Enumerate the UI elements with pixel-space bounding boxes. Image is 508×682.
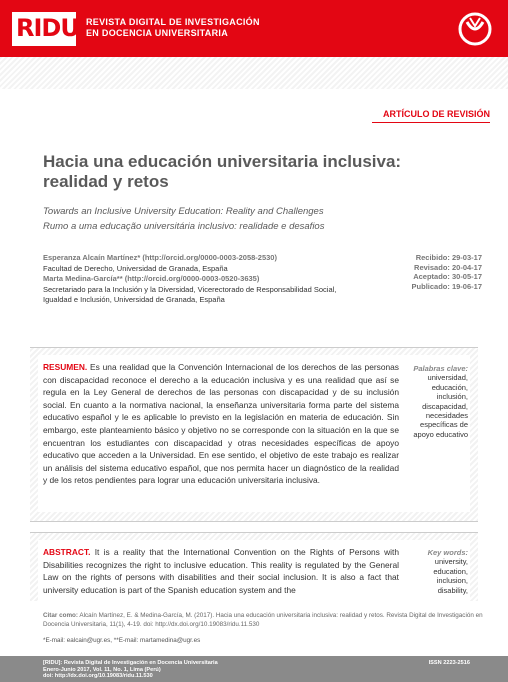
author-block xyxy=(43,253,373,306)
author-1: Esperanza Alcaín Martínez* (http://orcid.org/0000-0003-2058-2530) xyxy=(43,253,277,262)
article-title: Hacia una educación universitaria inclusiva: realidad y retos xyxy=(43,152,402,191)
footer-issn: ISSN 2223-2516 xyxy=(428,660,470,666)
footer-journal-info xyxy=(43,660,218,680)
citation-label: Citar como: xyxy=(43,612,78,619)
journal-name-line1: REVISTA DIGITAL DE INVESTIGACIÓN xyxy=(86,17,260,27)
keywords-label-es: Palabras clave: xyxy=(413,364,468,373)
journal-name-line2: EN DOCENCIA UNIVERSITARIA xyxy=(86,28,229,38)
journal-header xyxy=(0,0,508,57)
palabras-clave xyxy=(410,364,468,439)
citation xyxy=(43,612,483,629)
resumen-text xyxy=(43,361,399,487)
key-words xyxy=(410,548,468,595)
section-divider xyxy=(372,122,490,123)
date-received: Recibido: 29-03-17 xyxy=(415,253,482,262)
keywords-en: university, education, inclusion, disability, xyxy=(433,557,468,595)
author-emails: *E-mail: ealcain@ugr.es, **E-mail: martamedina@ugr.es xyxy=(43,637,201,644)
keywords-es: universidad, educación, inclusión, discapacidad, necesidades específicas de apoyo educativo xyxy=(413,373,468,439)
ridu-logo: RIDU xyxy=(12,12,76,46)
date-accepted: Aceptado: 30-05-17 xyxy=(413,272,482,281)
author-2: Marta Medina-García** (http://orcid.org/0000-0003-0520-3635) xyxy=(43,274,260,283)
page-footer xyxy=(0,656,508,682)
university-emblem-icon xyxy=(458,12,492,46)
journal-name xyxy=(86,17,260,39)
footer-line-3: doi: http://dx.doi.org/10.19083/ridu.11.530 xyxy=(43,673,153,680)
abstract-label: ABSTRACT. xyxy=(43,547,91,557)
date-published: Publicado: 19-06-17 xyxy=(411,281,482,291)
author-2-affiliation-line1: Secretariado para la Inclusión y la Diversidad, Vicerectorado de Responsabilidad Social, xyxy=(43,284,337,294)
resumen-body: Es una realidad que la Convención Internacional de los derechos de las personas con discapacidad reconoce el derecho a la educación inclusiva y es una realidad que así se regula en la Ley General de derechos de las personas con discapacidad y de su inclusión social. En cuanto a la normativa nacional, la enseñanza universitaria forma parte del sistema educativo español y le es aplicable lo previsto en la legislación en materia de educación. Sin embargo, este planteamiento básico y objetivo no se corresponde con la situación en la que se encuentran los estudiantes con discapacidad y otras necesidades específicas de apoyo educativo que acceden a la Universidad. En ese sentido, el objetivo de este trabajo es realizar un análisis del sistema educativo español, que nos permita hacer un diagnóstico de la realidad y de los retos pendientes para lograr una educación universitaria inclusiva. xyxy=(43,362,399,486)
subtitle-english: Towards an Inclusive University Education: Reality and Challenges xyxy=(43,206,324,217)
footer-line-2: Enero-Junio 2017, Vol. 11, No. 1, Lima (Perú) xyxy=(43,666,161,673)
author-1-affiliation: Facultad de Derecho, Universidad de Granada, España xyxy=(43,263,228,273)
subtitle-portuguese: Rumo a uma educação universitária inclusivo: realidade e desafios xyxy=(43,221,325,232)
abstract-text xyxy=(43,546,399,598)
keywords-label-en: Key words: xyxy=(427,548,468,557)
section-label: ARTÍCULO DE REVISIÓN xyxy=(382,109,490,119)
header-pattern xyxy=(0,57,508,89)
abstract-body: It is a reality that the International Convention on the Rights of Persons with Disabilities recognizes the right to inclusive education. This reality is regulated by the General Law on the rights of persons with disabilities and their social inclusion. It is also a fact that university education is part of the Spanish education system and the xyxy=(43,547,399,595)
footer-line-1: [RIDU]: Revista Digital de Investigación en Docencia Universitaria xyxy=(43,660,218,666)
author-2-affiliation-line2: Igualdad e Inclusión, Universidad de Granada, España xyxy=(43,295,225,304)
submission-dates xyxy=(412,253,482,291)
resumen-label: RESUMEN. xyxy=(43,362,88,372)
citation-text: Alcaín Martínez, E. & Medina-García, M. (2017). Hacia una educación universitaria inclusiva: realidad y retos. Revista Digital de Investigación en Docencia Universitaria, 11(1), 4-19. doi: http://dx.doi.org/10.19083/ridu.11.530 xyxy=(43,612,483,628)
date-revised: Revisado: 20-04-17 xyxy=(414,262,482,272)
